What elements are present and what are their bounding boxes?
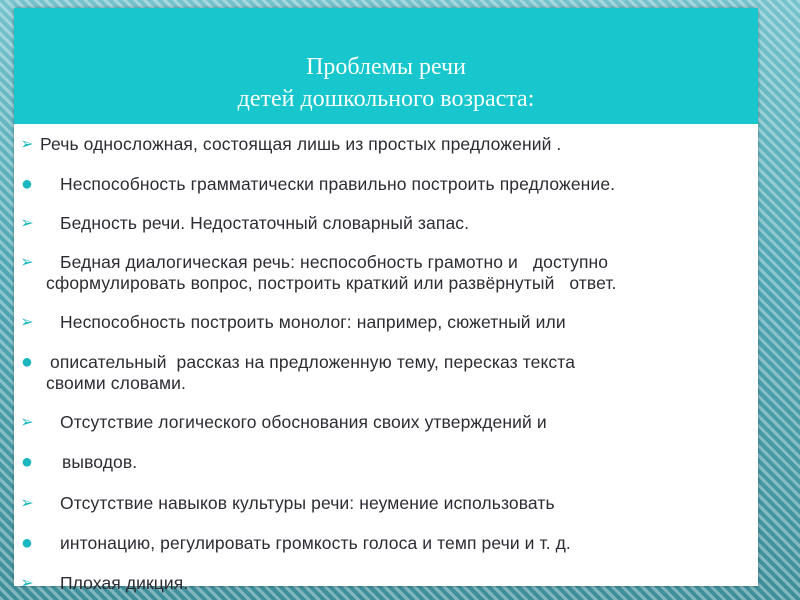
arrow-bullet-icon: ➢ [20, 414, 34, 431]
arrow-bullet-icon: ➢ [20, 136, 34, 153]
arrow-bullet-icon: ➢ [20, 314, 34, 331]
list-item-text: Речь односложная, состоящая лишь из простых предложений . [40, 134, 562, 154]
list-item-text-continued: сформулировать вопрос, построить краткий или развёрнутый ответ. [46, 273, 617, 293]
list-item-text: Бедная диалогическая речь: неспособность грамотно и доступно [60, 252, 609, 272]
slide-header [14, 8, 758, 124]
arrow-bullet-icon: ➢ [20, 215, 34, 232]
list-item-text: Плохая дикция. [60, 573, 189, 593]
dot-bullet-icon: ● [20, 173, 34, 195]
list-item-text: Неспособность построить монолог: например, сюжетный или [60, 312, 566, 332]
dot-bullet-icon: ● [20, 351, 34, 373]
arrow-bullet-icon: ➢ [20, 575, 34, 592]
list-item-text: выводов. [62, 452, 138, 472]
list-item-text: Неспособность грамматически правильно построить предложение. [60, 174, 616, 194]
list-item-text: описательный рассказ на предложенную тему, пересказ текста [50, 352, 576, 372]
list-item-text-continued: своими словами. [46, 373, 186, 393]
dot-bullet-icon: ● [20, 532, 34, 554]
list-item-text: Бедность речи. Недостаточный словарный запас. [60, 213, 470, 233]
list-item-text: интонацию, регулировать громкость голоса и темп речи и т. д. [60, 533, 571, 553]
list-item-text: Отсутствие логического обоснования своих утверждений и [60, 412, 547, 432]
slide-title-line-1: Проблемы речи [306, 54, 466, 80]
arrow-bullet-icon: ➢ [20, 254, 34, 271]
slide-title-line-2: детей дошкольного возраста: [237, 86, 535, 112]
list-item-text: Отсутствие навыков культуры речи: неумение использовать [60, 493, 555, 513]
dot-bullet-icon: ● [20, 451, 34, 473]
slide [14, 8, 758, 593]
arrow-bullet-icon: ➢ [20, 495, 34, 512]
